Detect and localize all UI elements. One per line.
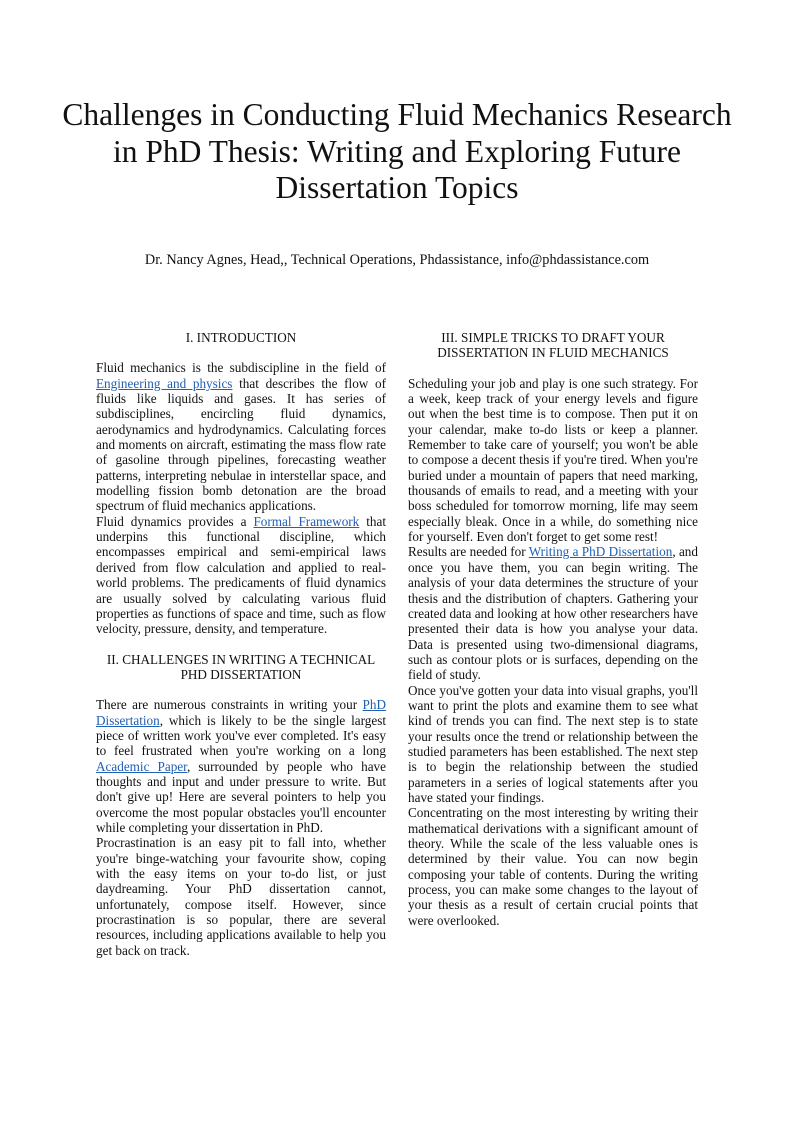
text: There are numerous constraints in writing your [96,697,363,713]
intro-paragraph-1 [96,360,386,513]
text: , surrounded by people who have thoughts and input and under pressure to write. But don't give up! Here are several pointers to help you overcome the most popular obstacles you'll encounter while completing your dissertation in PhD. [96,758,386,835]
link-writing-a-phd-dissertation[interactable]: Writing a PhD Dissertation [528,544,673,560]
link-formal-framework[interactable]: Formal Framework [253,513,360,529]
text: , which is likely to be the single largest piece of written work you've ever completed. It's easy to feel frustrated when you're working on a long [96,712,386,759]
text: that describes the flow of fluids like liquids and gases. It has series of subdisciplines, encircling fluid dynamics, aerodynamics and hydrodynamics. Calculating forces and moments on aircraft, estimating the mass flow rate of gasoline through pipelines, forecasting weather patterns, interpreting nebulae in interstellar space, and modelling fission bomb detonation are the broad spectrum of fluid mechanics applications. [96,375,386,514]
tricks-paragraph-1: Scheduling your job and play is one such strategy. For a week, keep track of your energy levels and figure out when the best time is to compose. Then put it on your calendar, make to-do lists or keep a planner. Remember to take care of yourself; you won't be able to compose a decent thesis if you're tired. When you're buried under a mountain of papers that need marking, thousands of emails to read, and a meeting with your boss scheduled for tomorrow morning, life may seem especially bleak. Once in a while, do something nice for yourself. Even don't forget to get some rest! [408,375,698,545]
right-column [408,330,698,928]
tricks-paragraph-3: Once you've gotten your data into visual graphs, you'll want to print the plots and examine them to see what kind of trends you can find. The next step is to state your results once the trend or relationship between the studied parameters has been established. The next step is to begin the relationship between the studied parameters in a series of logical statements after you have stated your findings. [408,682,698,805]
author-line: Dr. Nancy Agnes, Head,, Technical Operations, Phdassistance, info@phdassistance.com [144,252,650,268]
section-heading-tricks: III. SIMPLE TRICKS TO DRAFT YOUR DISSERTATION IN FLUID MECHANICS [437,330,669,361]
challenges-paragraph-1 [96,697,386,835]
link-phd-dissertation[interactable]: PhD Dissertation [96,697,386,728]
link-academic-paper[interactable]: Academic Paper [96,758,188,774]
text: Fluid dynamics provides a [96,513,254,529]
text: , and once you have them, you can begin writing. The analysis of your data determines the structure of your thesis and the distribution of chapters. Gathering your created data and looking at how other researchers have presented their data is how you analyse your data. Data is presented using two-dimensional diagrams, such as contour plots or is surfaces, depending on the field of study. [408,544,698,683]
paper-title: Challenges in Conducting Fluid Mechanics Research in PhD Thesis: Writing and Exploring Future Dissertation Topics [62,97,732,205]
text: Fluid mechanics is the subdiscipline in the field of [96,360,386,376]
challenges-paragraph-2: Procrastination is an easy pit to fall into, whether you're binge-watching your favourite show, coping with the easy items on your to-do list, or just daydreaming. Your PhD dissertation cannot, unfortunately, compose itself. However, since procrastination is so popular, there are several resources, including applications available to help you get back on track. [96,835,386,958]
link-engineering-and-physics[interactable]: Engineering and physics [96,375,233,391]
text: that underpins this functional discipline, which encompasses empirical and semi-empirical laws derived from flow calculation and applied to real-world problems. The predicaments of fluid dynamics are usually solved by calculating various fluid properties as functions of space and time, such as flow velocity, pressure, density, and temperature. [96,513,386,637]
tricks-paragraph-4: Concentrating on the most interesting by writing their mathematical derivations with a significant amount of theory. While the scale of the less valuable ones is determined by their value. You can now begin composing your table of contents. During the writing process, you can make some changes to the layout of your thesis as a result of certain crucial points that were overlooked. [408,805,698,928]
left-column [96,330,386,958]
section-heading-challenges: II. CHALLENGES IN WRITING A TECHNICAL PHD DISSERTATION [106,651,376,682]
text: Results are needed for [408,544,529,560]
intro-paragraph-2 [96,514,386,637]
section-heading-introduction: I. INTRODUCTION [185,330,297,345]
tricks-paragraph-2 [408,544,698,682]
